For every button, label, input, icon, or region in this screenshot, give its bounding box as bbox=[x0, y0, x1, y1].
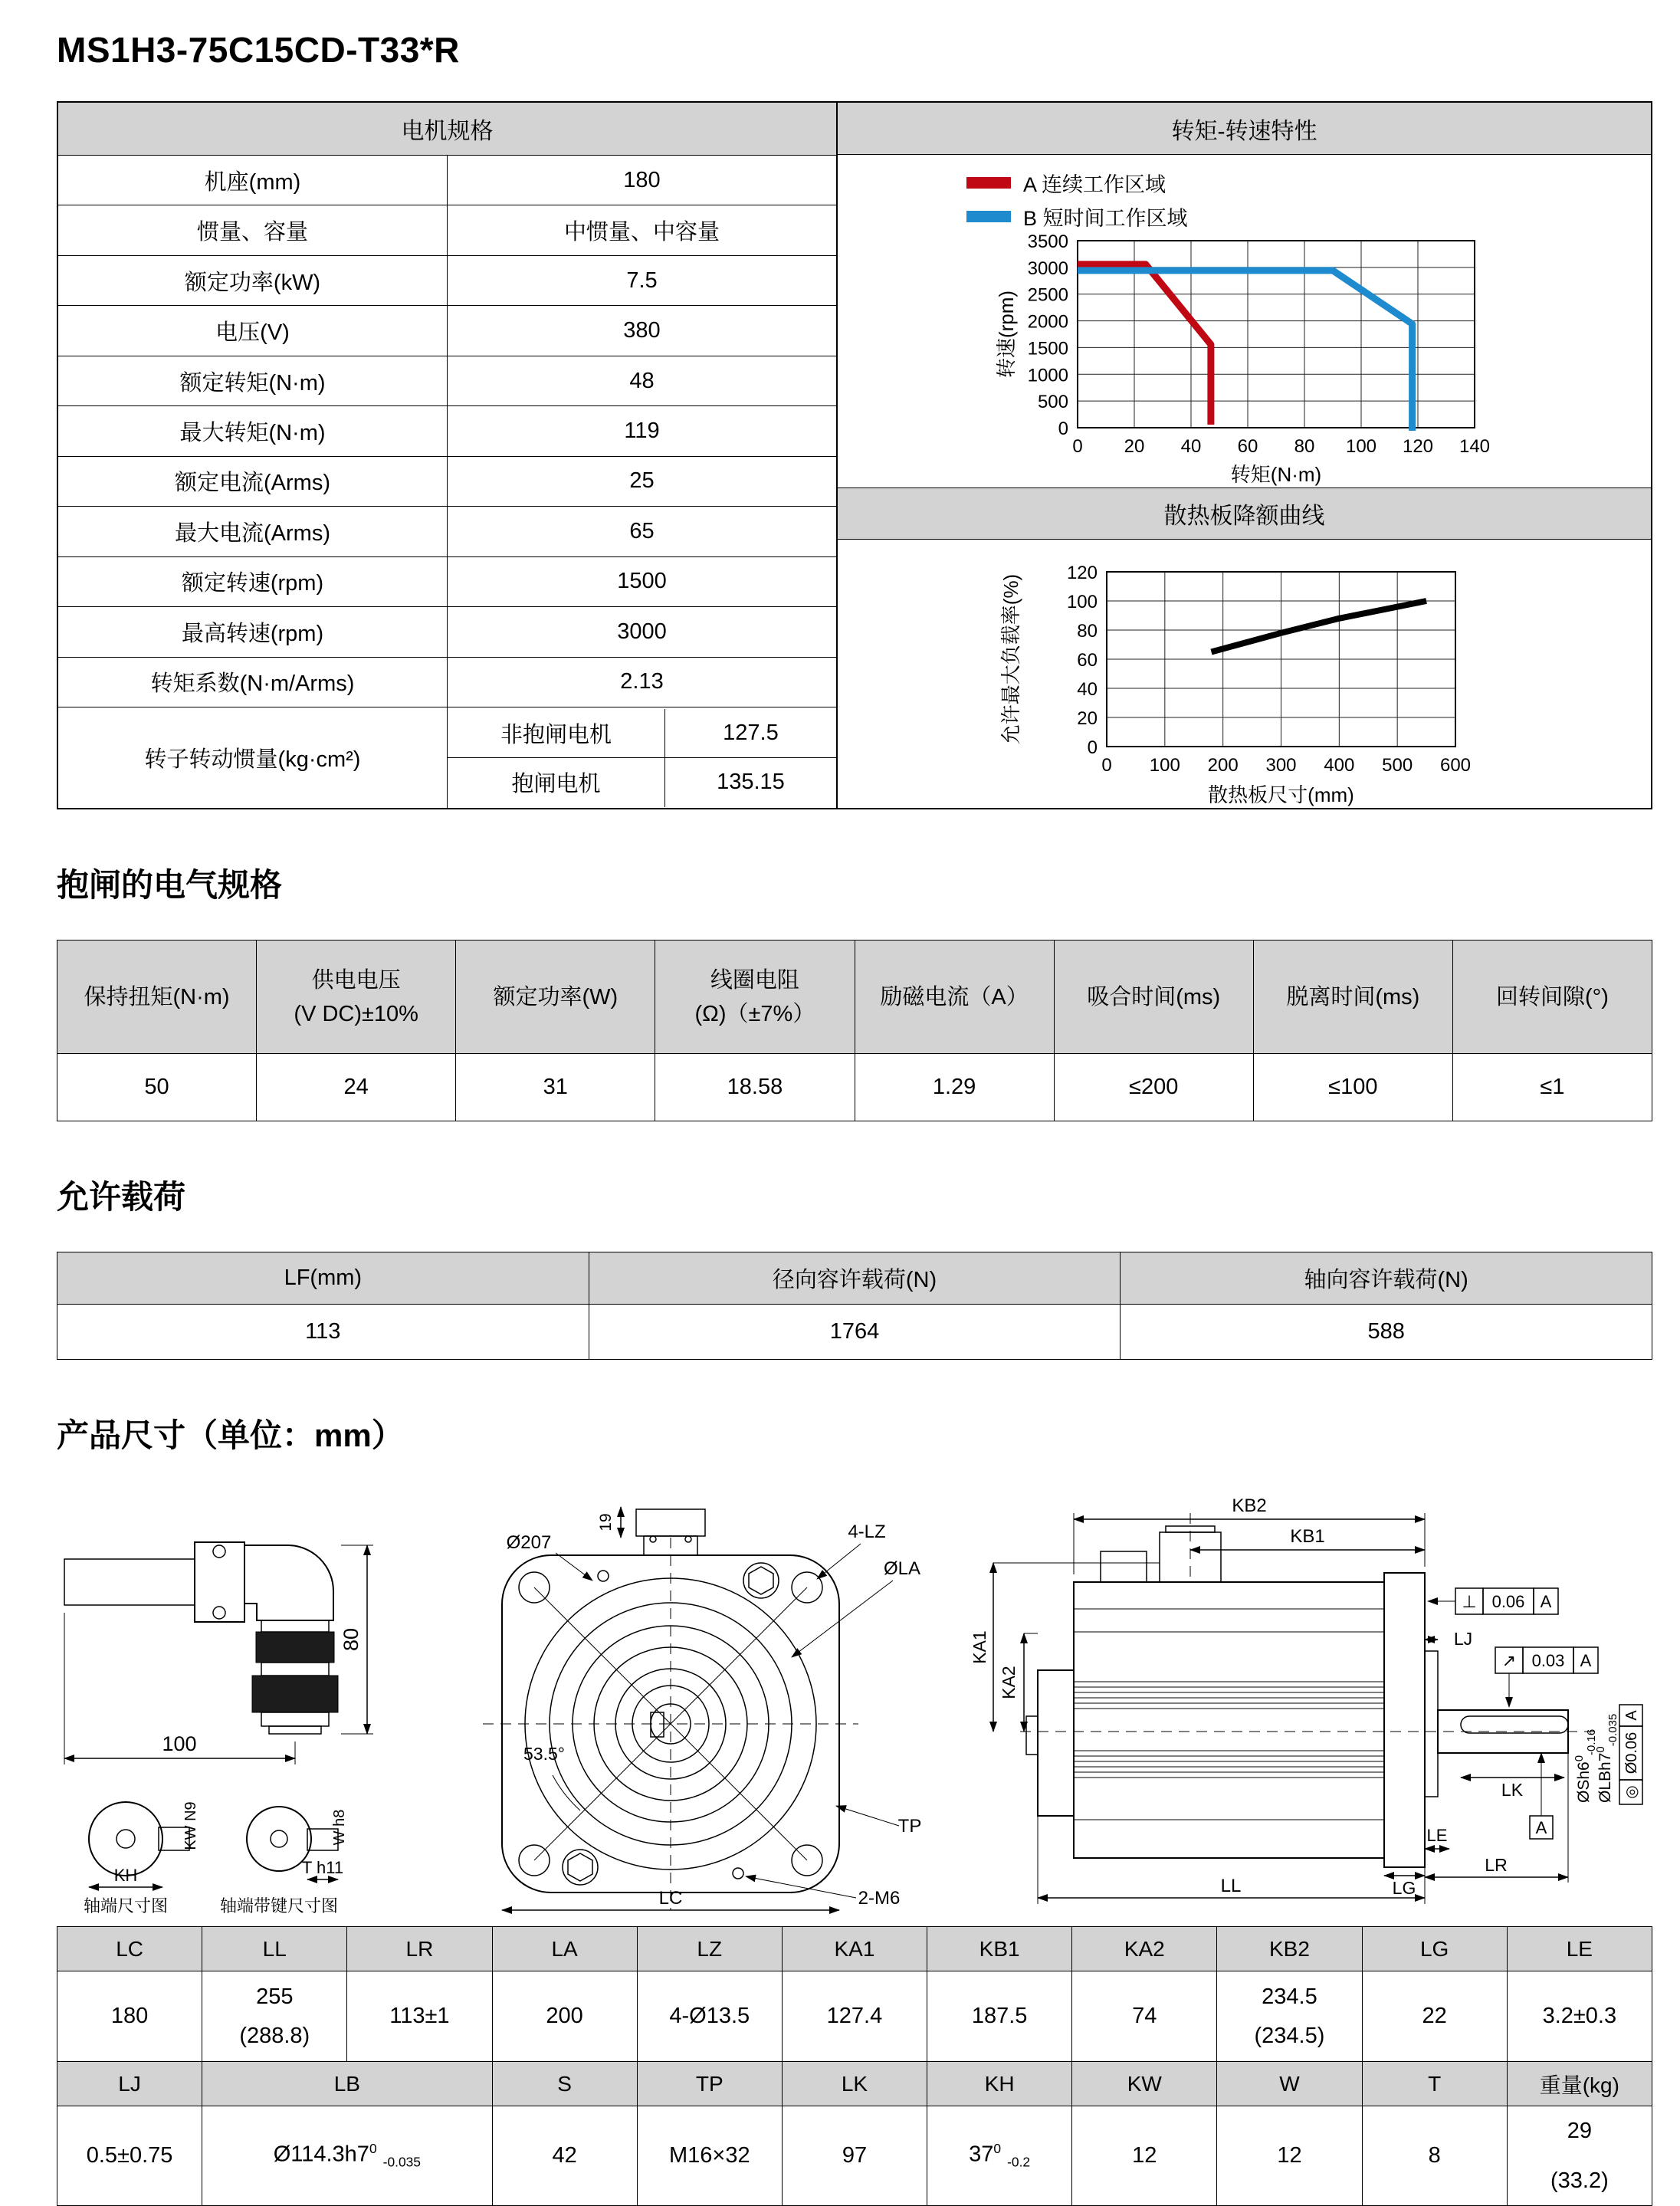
brake-header-cell: 脱离时间(ms) bbox=[1253, 941, 1452, 1054]
charts-panel bbox=[838, 101, 1652, 809]
brake-header-cell: 供电电压 (V DC)±10% bbox=[257, 941, 456, 1054]
svg-text:500: 500 bbox=[1037, 392, 1068, 413]
dim-header-cell: KH bbox=[927, 2062, 1072, 2106]
svg-text:40: 40 bbox=[1180, 436, 1201, 457]
datum-a-box bbox=[1530, 1753, 1553, 1839]
dim-label-w-h8: W h8 bbox=[331, 1809, 348, 1846]
motor-spec-table bbox=[57, 101, 838, 809]
dim-value-cell: 234.5 (234.5) bbox=[1217, 1971, 1362, 2062]
dim-value-cell: 97 bbox=[782, 2106, 927, 2206]
torque-speed-chart bbox=[838, 155, 1651, 487]
dim-value-cell: 12 bbox=[1217, 2106, 1362, 2206]
dim-label-kb1: KB1 bbox=[1290, 1526, 1325, 1547]
dim-value-cell-lb: $Ø114.3h7^0$ $_{-0.035}$ bbox=[202, 2106, 492, 2206]
svg-text:2500: 2500 bbox=[1027, 284, 1068, 306]
svg-text:A: A bbox=[1623, 1710, 1640, 1721]
load-spec-table bbox=[57, 1252, 1652, 1360]
dim-value-cell: 127.4 bbox=[782, 1971, 927, 2062]
brake-value-cell: 1.29 bbox=[855, 1054, 1054, 1121]
dim-label-4lz: 4-LZ bbox=[848, 1522, 886, 1542]
spec-value: 48 bbox=[448, 356, 838, 405]
dim-header-cell: LA bbox=[492, 1927, 637, 1971]
inertia-sub-label: 抱闸电机 bbox=[448, 758, 665, 807]
spec-label: 额定转速(rpm) bbox=[57, 556, 448, 606]
dim-value-cell: 200 bbox=[492, 1971, 637, 2062]
svg-text:500: 500 bbox=[1381, 755, 1413, 776]
shaft-plain-caption: 轴端尺寸图 bbox=[83, 1896, 169, 1915]
svg-text:120: 120 bbox=[1402, 436, 1433, 457]
dim-label-100: 100 bbox=[162, 1732, 197, 1755]
spec-label: 最大转矩(N·m) bbox=[57, 406, 448, 456]
load-header-cell: 径向容许载荷(N) bbox=[589, 1252, 1121, 1305]
load-value-cell: 588 bbox=[1121, 1305, 1652, 1360]
side-view-drawing bbox=[959, 1490, 1649, 1915]
dim-label-lj: LJ bbox=[1453, 1629, 1473, 1649]
svg-text:200: 200 bbox=[1207, 755, 1239, 776]
top-section bbox=[57, 101, 1652, 809]
svg-text:1500: 1500 bbox=[1027, 338, 1068, 359]
spec-value: 3000 bbox=[448, 607, 838, 657]
dim-header-cell: KW bbox=[1072, 2062, 1217, 2106]
pilot-tolerance-label: $ØLBh7^0_{-0.035}$ bbox=[1594, 1713, 1619, 1803]
svg-text:允许最大负载率(%): 允许最大负载率(%) bbox=[999, 573, 1022, 745]
svg-text:散热板尺寸(mm): 散热板尺寸(mm) bbox=[1207, 783, 1354, 806]
load-header-cell: LF(mm) bbox=[57, 1252, 589, 1305]
dim-label-ka2: KA2 bbox=[999, 1666, 1019, 1699]
dim-header-cell: LZ bbox=[637, 1927, 782, 1971]
inertia-sub-label: 非抱闸电机 bbox=[448, 709, 665, 757]
svg-text:0: 0 bbox=[1101, 755, 1112, 776]
svg-text:1000: 1000 bbox=[1027, 365, 1068, 386]
brake-value-cell: 50 bbox=[57, 1054, 257, 1121]
spec-label: 机座(mm) bbox=[57, 156, 448, 205]
dim-header-cell: S bbox=[492, 2062, 637, 2106]
legend-item-b bbox=[966, 199, 1188, 233]
svg-text:60: 60 bbox=[1237, 436, 1258, 457]
dim-header-cell: KA2 bbox=[1072, 1927, 1217, 1971]
spec-value: 1500 bbox=[448, 556, 838, 606]
spec-label: 最大电流(Arms) bbox=[57, 507, 448, 556]
dim-label-tp: TP bbox=[897, 1816, 922, 1837]
load-value-cell: 113 bbox=[57, 1305, 589, 1360]
connector-drawing bbox=[61, 1490, 382, 1915]
dim-header-cell: KB2 bbox=[1217, 1927, 1362, 1971]
dim-header-cell: LG bbox=[1362, 1927, 1507, 1971]
shaft-tolerance-label: $ØSh6^0_{-0.16}$ bbox=[1573, 1728, 1598, 1803]
derating-chart bbox=[838, 540, 1651, 808]
spec-value: 2.13 bbox=[448, 657, 838, 707]
svg-text:0: 0 bbox=[1071, 436, 1083, 457]
dimension-drawings bbox=[57, 1490, 1652, 1915]
dim-value-cell: 29 (33.2) bbox=[1507, 2106, 1652, 2206]
brake-header-cell: 保持扭矩(N·m) bbox=[57, 941, 257, 1054]
torque-speed-plot bbox=[992, 231, 1498, 487]
dim-label-dla: ØLA bbox=[883, 1558, 921, 1579]
dim-value-cell: 3.2±0.3 bbox=[1507, 1971, 1652, 2062]
derating-plot bbox=[992, 560, 1498, 808]
legend-swatch-blue bbox=[966, 211, 1011, 222]
svg-text:转矩(N·m): 转矩(N·m) bbox=[1230, 463, 1321, 486]
brake-value-cell: 31 bbox=[456, 1054, 655, 1121]
brake-header-cell: 额定功率(W) bbox=[456, 941, 655, 1054]
svg-text:60: 60 bbox=[1076, 650, 1098, 671]
dim-value-cell: 0.5±0.75 bbox=[57, 2106, 202, 2206]
dim-label-le: LE bbox=[1426, 1826, 1448, 1845]
spec-value: 65 bbox=[448, 507, 838, 556]
svg-text:A: A bbox=[1580, 1651, 1592, 1670]
svg-text:A: A bbox=[1535, 1818, 1547, 1837]
svg-text:Ø0.06: Ø0.06 bbox=[1623, 1732, 1640, 1774]
dim-label-lk: LK bbox=[1501, 1780, 1524, 1800]
dim-header-cell: TP bbox=[637, 2062, 782, 2106]
dim-label-lr: LR bbox=[1485, 1855, 1508, 1875]
brake-value-cell: 18.58 bbox=[655, 1054, 855, 1121]
dim-label-angle: 53.5° bbox=[523, 1744, 565, 1764]
dim-label-ka1: KA1 bbox=[970, 1630, 989, 1664]
svg-text:100: 100 bbox=[1149, 755, 1180, 776]
load-value-cell: 1764 bbox=[589, 1305, 1121, 1360]
cooling-fins-top bbox=[1074, 1682, 1384, 1709]
svg-text:400: 400 bbox=[1323, 755, 1354, 776]
svg-text:300: 300 bbox=[1265, 755, 1297, 776]
dim-header-cell: 重量(kg) bbox=[1507, 2062, 1652, 2106]
legend-item-a bbox=[966, 166, 1188, 199]
dim-value-cell-kh: $37^0$ $_{-0.2}$ bbox=[927, 2106, 1072, 2206]
inertia-sub-value: 135.15 bbox=[717, 770, 785, 794]
svg-text:100: 100 bbox=[1066, 592, 1098, 612]
brake-value-cell: ≤200 bbox=[1054, 1054, 1253, 1121]
svg-text:0: 0 bbox=[1087, 737, 1098, 758]
dim-label-lg: LG bbox=[1392, 1878, 1416, 1898]
dim-value-cell: 22 bbox=[1362, 1971, 1507, 2062]
dim-value-cell: M16×32 bbox=[637, 2106, 782, 2206]
spec-label-inertia: 转子转动惯量(kg·cm²) bbox=[57, 707, 448, 809]
spec-label: 额定转矩(N·m) bbox=[57, 356, 448, 405]
legend-label-a: A 连续工作区域 bbox=[1023, 172, 1166, 196]
spec-label: 惯量、容量 bbox=[57, 205, 448, 255]
dimensions-section-title: 产品尺寸（单位：mm） bbox=[57, 1417, 404, 1453]
spec-value: 中惯量、中容量 bbox=[448, 205, 838, 255]
motor-spec-header: 电机规格 bbox=[57, 102, 837, 156]
dim-value-cell: 42 bbox=[492, 2106, 637, 2206]
dim-header-cell: LB bbox=[202, 2062, 492, 2106]
spec-value: 119 bbox=[448, 406, 838, 456]
brake-section-title: 抱闸的电气规格 bbox=[57, 867, 283, 903]
dim-label-ll: LL bbox=[1220, 1876, 1242, 1896]
spec-value: 7.5 bbox=[448, 255, 838, 305]
derating-chart-title: 散热板降额曲线 bbox=[838, 487, 1651, 540]
svg-text:2000: 2000 bbox=[1027, 311, 1068, 333]
dim-label-t-h11: T h11 bbox=[301, 1858, 344, 1877]
dim-value-cell: 113±1 bbox=[347, 1971, 492, 2062]
shaft-key-caption: 轴端带键尺寸图 bbox=[219, 1896, 339, 1915]
brake-value-cell: ≤1 bbox=[1452, 1054, 1652, 1121]
dim-label-80: 80 bbox=[340, 1627, 363, 1652]
dim-label-2m6: 2-M6 bbox=[858, 1888, 901, 1909]
svg-text:0: 0 bbox=[1058, 419, 1068, 439]
brake-spec-table bbox=[57, 940, 1652, 1121]
dim-header-cell: KB1 bbox=[927, 1927, 1072, 1971]
dim-label-d207: Ø207 bbox=[506, 1532, 552, 1553]
dim-label-kh: KH bbox=[113, 1866, 138, 1885]
svg-text:120: 120 bbox=[1066, 563, 1098, 583]
dim-label-kw-n9: KW N9 bbox=[182, 1801, 199, 1850]
load-section-title: 允许载荷 bbox=[57, 1179, 186, 1215]
svg-text:100: 100 bbox=[1345, 436, 1376, 457]
spec-label: 最高转速(rpm) bbox=[57, 607, 448, 657]
legend-label-b: B 短时间工作区域 bbox=[1023, 206, 1188, 230]
load-header-cell: 轴向容许载荷(N) bbox=[1121, 1252, 1652, 1305]
dim-value-cell: 12 bbox=[1072, 2106, 1217, 2206]
dim-value-cell: 74 bbox=[1072, 1971, 1217, 2062]
brake-header-cell: 回转间隙(°) bbox=[1452, 941, 1652, 1054]
inertia-nested-cell bbox=[448, 707, 838, 809]
brake-header-cell: 励磁电流（A） bbox=[855, 941, 1054, 1054]
svg-text:20: 20 bbox=[1124, 436, 1144, 457]
spec-value: 180 bbox=[448, 156, 838, 205]
runout-frame bbox=[1495, 1647, 1598, 1707]
torque-chart-title: 转矩-转速特性 bbox=[838, 103, 1651, 155]
inertia-subrow bbox=[448, 709, 836, 758]
dim-header-cell: LE bbox=[1507, 1927, 1652, 1971]
dim-label-lc: LC bbox=[658, 1888, 683, 1909]
dim-header-cell: LK bbox=[782, 2062, 927, 2106]
svg-text:0.06: 0.06 bbox=[1491, 1592, 1525, 1611]
legend-swatch-red bbox=[966, 177, 1011, 189]
svg-text:80: 80 bbox=[1076, 621, 1098, 642]
svg-text:3000: 3000 bbox=[1027, 258, 1068, 279]
inertia-sub-value: 127.5 bbox=[723, 720, 779, 745]
front-view-drawing bbox=[402, 1490, 939, 1915]
spec-label: 额定功率(kW) bbox=[57, 255, 448, 305]
dim-header-cell: KA1 bbox=[782, 1927, 927, 1971]
dim-header-cell: LR bbox=[347, 1927, 492, 1971]
svg-text:3500: 3500 bbox=[1027, 231, 1068, 252]
svg-text:转速(rpm): 转速(rpm) bbox=[994, 290, 1018, 379]
svg-text:⊥: ⊥ bbox=[1462, 1592, 1477, 1611]
spec-value: 25 bbox=[448, 456, 838, 506]
dim-value-cell: 187.5 bbox=[927, 1971, 1072, 2062]
spec-value: 380 bbox=[448, 306, 838, 356]
svg-text:↗: ↗ bbox=[1501, 1651, 1517, 1670]
brake-header-cell: 吸合时间(ms) bbox=[1054, 941, 1253, 1054]
svg-text:140: 140 bbox=[1459, 436, 1490, 457]
dim-value-cell: 4-Ø13.5 bbox=[637, 1971, 782, 2062]
svg-text:600: 600 bbox=[1439, 755, 1471, 776]
chart-legend bbox=[966, 166, 1188, 233]
brake-value-cell: ≤100 bbox=[1253, 1054, 1452, 1121]
dim-header-cell: W bbox=[1217, 2062, 1362, 2106]
dim-header-cell: T bbox=[1362, 2062, 1507, 2106]
inertia-subrow bbox=[448, 758, 836, 807]
dim-value-cell: 8 bbox=[1362, 2106, 1507, 2206]
concentricity-frame bbox=[1619, 1705, 1642, 1804]
svg-text:0.03: 0.03 bbox=[1531, 1651, 1565, 1670]
spec-label: 转矩系数(N·m/Arms) bbox=[57, 657, 448, 707]
svg-text:40: 40 bbox=[1076, 679, 1098, 700]
dimension-table bbox=[57, 1926, 1652, 2206]
svg-text:A: A bbox=[1540, 1592, 1552, 1611]
dim-value-cell: 180 bbox=[57, 1971, 202, 2062]
dim-value-cell: 255 (288.8) bbox=[202, 1971, 347, 2062]
dim-label-kb2: KB2 bbox=[1232, 1495, 1267, 1516]
cooling-fins-bottom bbox=[1074, 1751, 1384, 1778]
spec-label: 电压(V) bbox=[57, 306, 448, 356]
svg-text:80: 80 bbox=[1294, 436, 1314, 457]
dim-header-cell: LC bbox=[57, 1927, 202, 1971]
svg-text:20: 20 bbox=[1076, 708, 1098, 729]
brake-header-cell: 线圈电阻 (Ω)（±7%） bbox=[655, 941, 855, 1054]
dim-label-19: 19 bbox=[597, 1513, 615, 1531]
spec-label: 额定电流(Arms) bbox=[57, 456, 448, 506]
svg-text:◎: ◎ bbox=[1623, 1785, 1640, 1799]
dim-header-cell: LL bbox=[202, 1927, 347, 1971]
perpendicularity-frame bbox=[1428, 1588, 1558, 1614]
brake-value-cell: 24 bbox=[257, 1054, 456, 1121]
page-title: MS1H3-75C15CD-T33*R bbox=[57, 30, 460, 70]
dim-header-cell: LJ bbox=[57, 2062, 202, 2106]
